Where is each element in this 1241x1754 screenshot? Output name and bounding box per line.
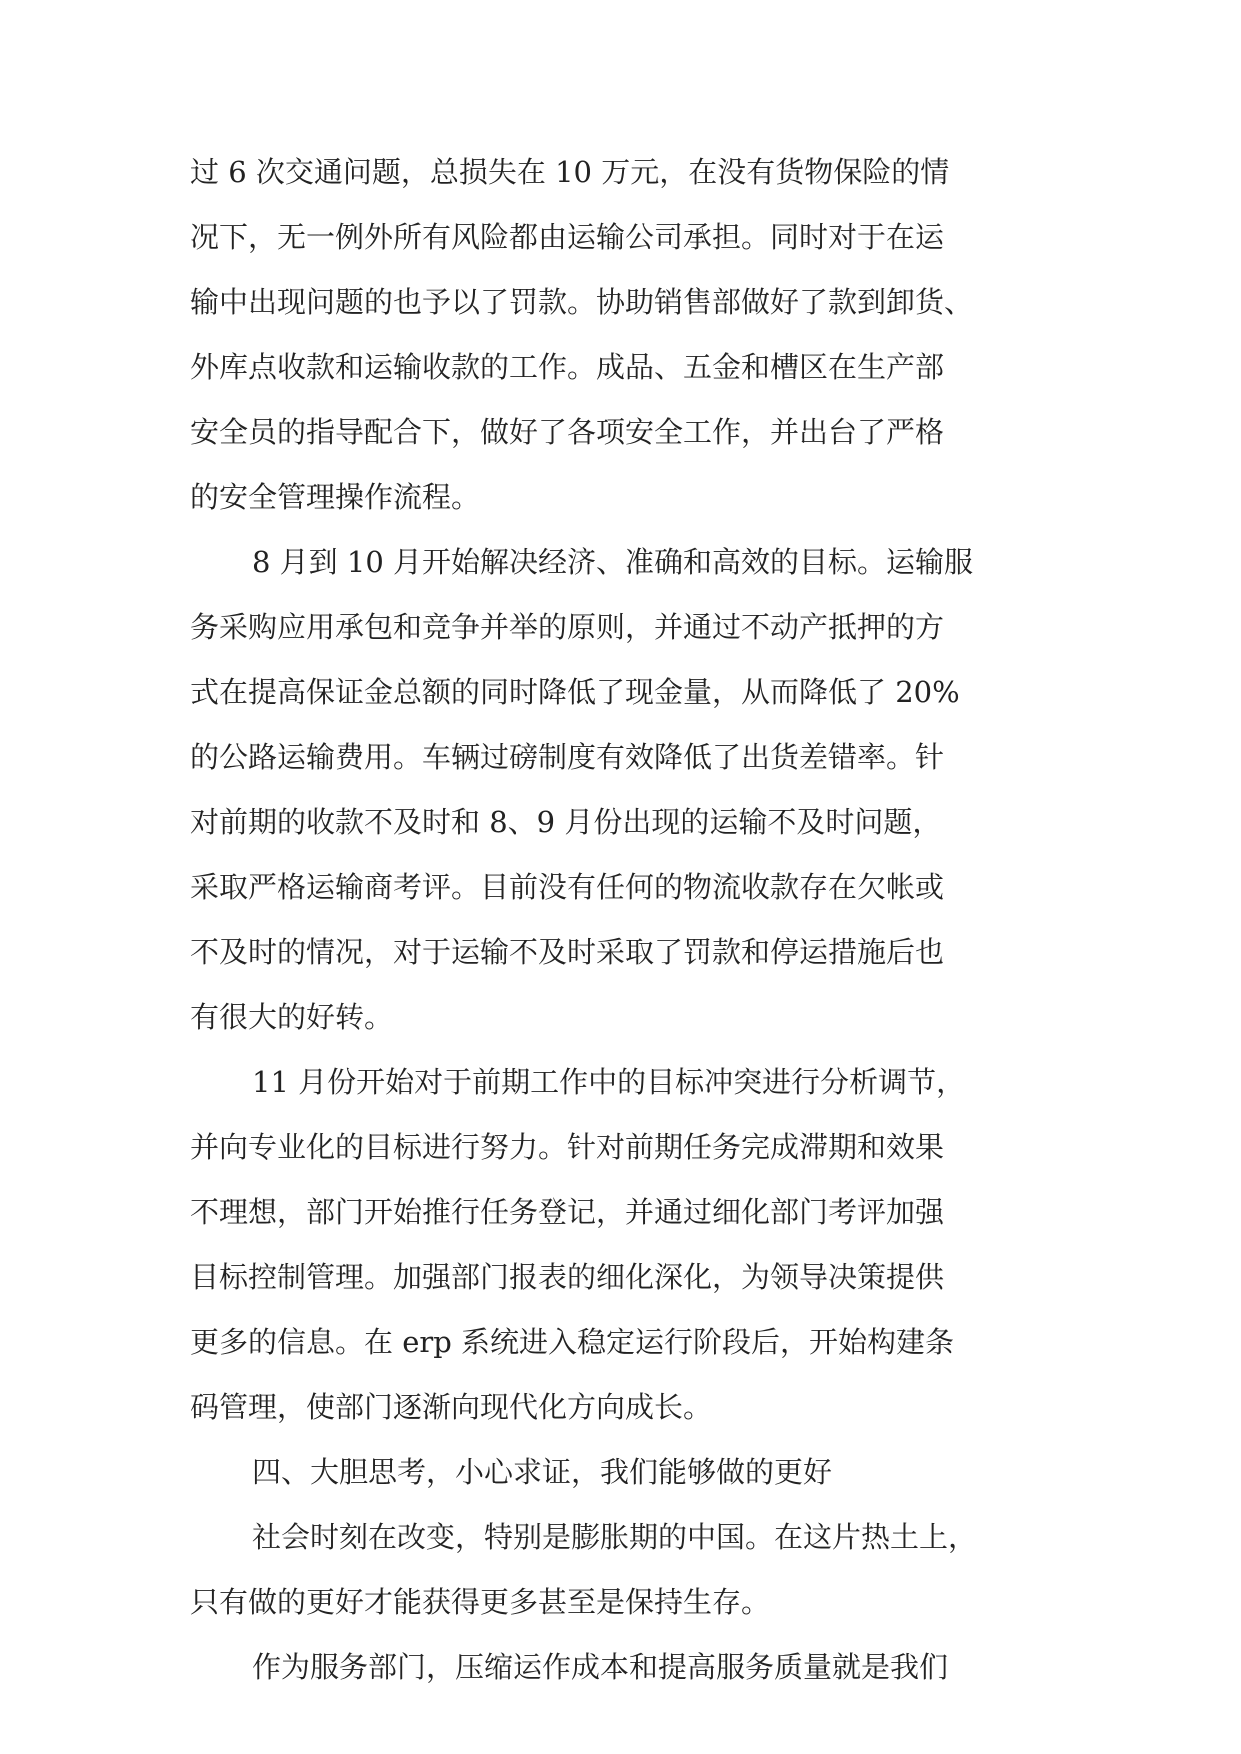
paragraph-line: 更多的信息。在 erp 系统进入稳定运行阶段后，开始构建条 <box>190 1325 955 1359</box>
paragraph-line: 作为服务部门，压缩运作成本和提高服务质量就是我们 <box>252 1650 949 1684</box>
paragraph-line: 的公路运输费用。车辆过磅制度有效降低了出货差错率。针 <box>190 740 945 774</box>
paragraph-line: 码管理，使部门逐渐向现代化方向成长。 <box>190 1390 713 1424</box>
paragraph-line: 况下，无一例外所有风险都由运输公司承担。同时对于在运 <box>190 220 945 254</box>
paragraph-line: 安全员的指导配合下，做好了各项安全工作，并出台了严格 <box>190 415 945 449</box>
paragraph-line: 不及时的情况，对于运输不及时采取了罚款和停运措施后也 <box>190 935 945 969</box>
section-heading: 四、大胆思考，小心求证，我们能够做的更好 <box>252 1455 833 1489</box>
paragraph-line: 对前期的收款不及时和 8、9 月份出现的运输不及时问题， <box>190 805 942 839</box>
paragraph-line: 外库点收款和运输收款的工作。成品、五金和槽区在生产部 <box>190 350 945 384</box>
paragraph-line: 不理想，部门开始推行任务登记，并通过细化部门考评加强 <box>190 1195 945 1229</box>
paragraph-line: 只有做的更好才能获得更多甚至是保持生存。 <box>190 1585 771 1619</box>
paragraph-line: 过 6 次交通问题，总损失在 10 万元，在没有货物保险的情 <box>190 155 950 189</box>
paragraph-line: 务采购应用承包和竞争并举的原则，并通过不动产抵押的方 <box>190 610 945 644</box>
paragraph-line: 11 月份开始对于前期工作中的目标冲突进行分析调节， <box>252 1065 966 1099</box>
paragraph-line: 的安全管理操作流程。 <box>190 480 481 514</box>
paragraph-line: 输中出现问题的也予以了罚款。协助销售部做好了款到卸货、 <box>190 285 974 319</box>
paragraph-line: 社会时刻在改变，特别是膨胀期的中国。在这片热土上， <box>252 1520 978 1554</box>
paragraph-line: 有很大的好转。 <box>190 1000 394 1034</box>
paragraph-line: 式在提高保证金总额的同时降低了现金量，从而降低了 20% <box>190 675 960 709</box>
paragraph-line: 采取严格运输商考评。目前没有任何的物流收款存在欠帐或 <box>190 870 945 904</box>
paragraph-line: 并向专业化的目标进行努力。针对前期任务完成滞期和效果 <box>190 1130 945 1164</box>
paragraph-line: 目标控制管理。加强部门报表的细化深化，为领导决策提供 <box>190 1260 945 1294</box>
paragraph-line: 8 月到 10 月开始解决经济、准确和高效的目标。运输服 <box>252 545 974 579</box>
